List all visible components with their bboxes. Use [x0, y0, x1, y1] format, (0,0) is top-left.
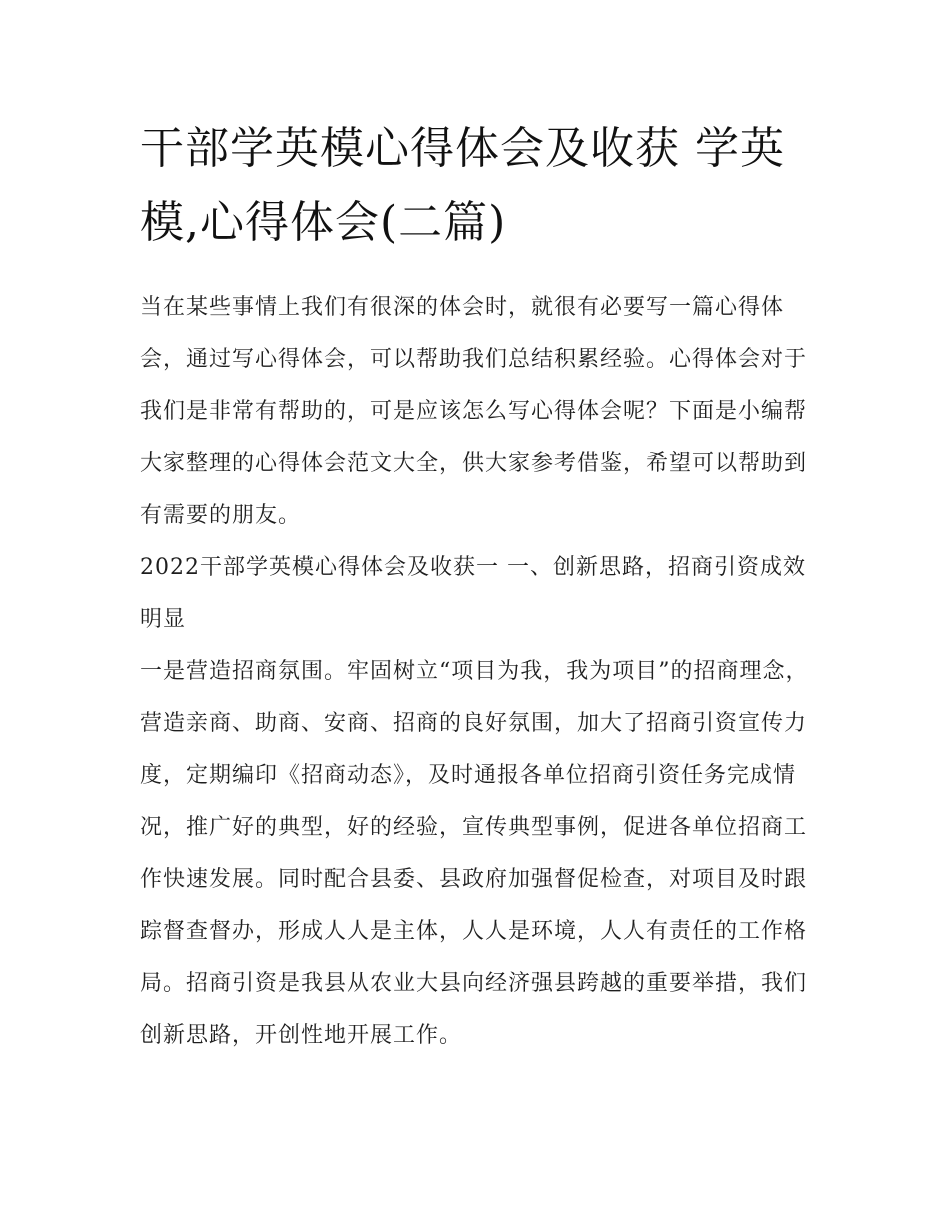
document-body — [140, 112, 812, 1062]
section-heading: 2022干部学英模心得体会及收获一 一、创新思路，招商引资成效明显 — [140, 555, 806, 632]
intro-paragraph: 当在某些事情上我们有很深的体会时，就很有必要写一篇心得体会，通过写心得体会，可以帮助我们总结积累经验。心得体会对于我们是非常有帮助的，可是应该怎么写心得体会呢？下面是小编帮大家整理的心得体会范文大全，供大家参考借鉴，希望可以帮助到有需要的朋友。 — [140, 295, 808, 528]
body-paragraph: 一是营造招商氛围。牢固树立“项目为我，我为项目”的招商理念，营造亲商、助商、安商、招商的良好氛围，加大了招商引资宣传力度，定期编印《招商动态》，及时通报各单位招商引资任务完成情况，推广好的典型，好的经验，宣传典型事例，促进各单位招商工作快速发展。同时配合县委、县政府加强督促检查，对项目及时跟踪督查督办，形成人人是主体，人人是环境，人人有责任的工作格局。招商引资是我县从农业大县向经济强县跨越的重要举措，我们创新思路，开创性地开展工作。 — [140, 659, 809, 1048]
document-title: 干部学英模心得体会及收获 学英模,心得体会(二篇) — [140, 123, 785, 248]
